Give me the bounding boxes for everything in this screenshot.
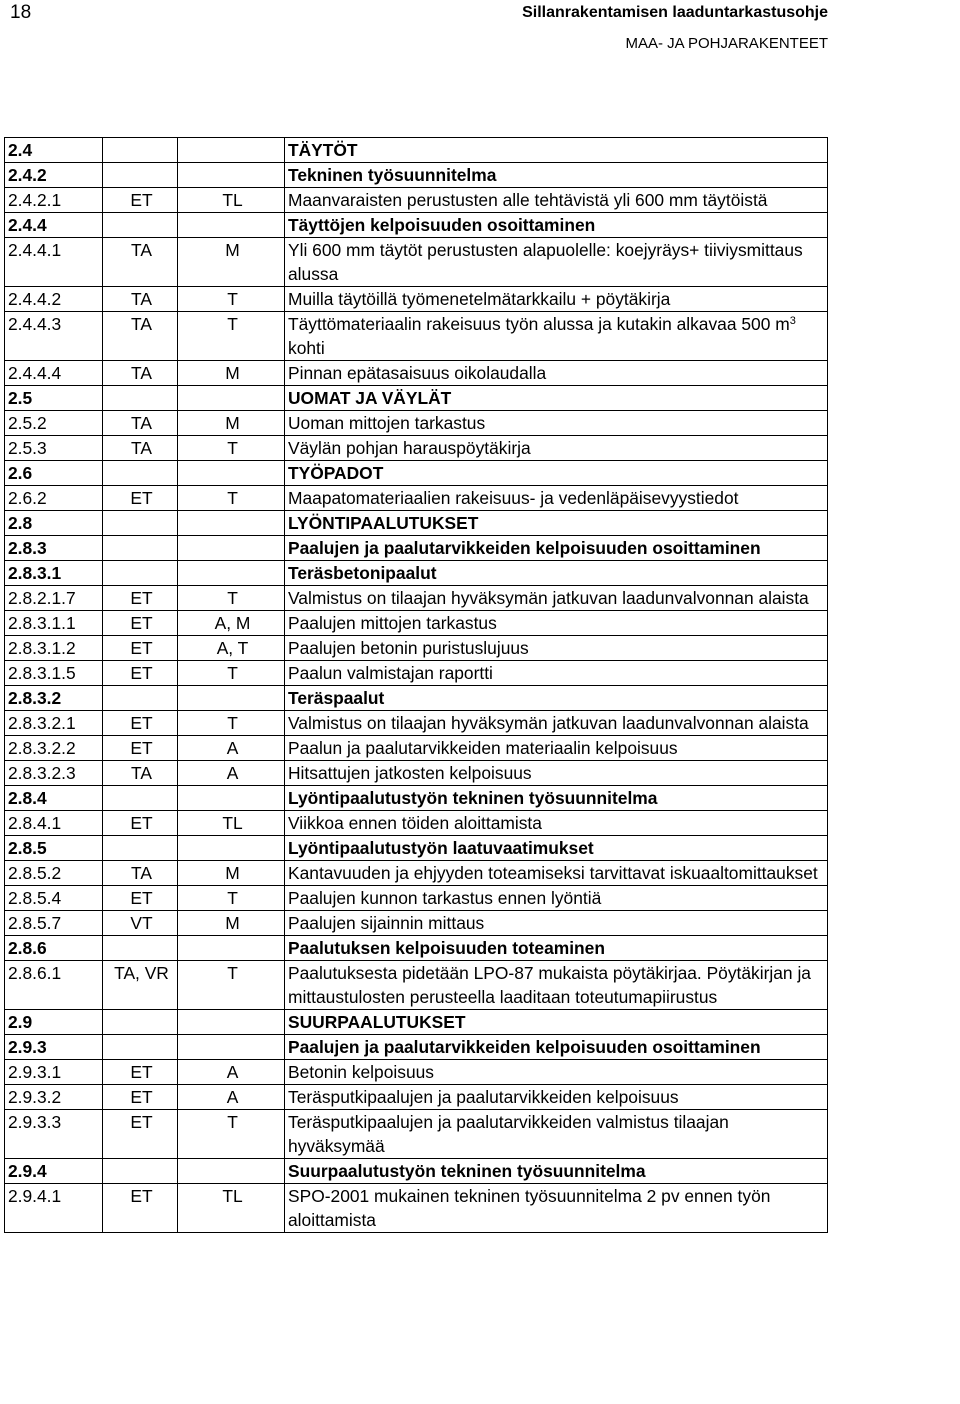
inspection-type	[103, 1159, 178, 1184]
item-code: 2.8.4	[5, 786, 103, 811]
inspection-method	[178, 686, 285, 711]
item-code: 2.8.3.2.2	[5, 736, 103, 761]
item-code: 2.9.3.2	[5, 1085, 103, 1110]
item-code: 2.4.2	[5, 163, 103, 188]
item-description: TYÖPADOT	[285, 461, 828, 486]
description-text: Täyttömateriaalin rakeisuus työn alussa ja kutakin alkavaa 500 m	[288, 314, 790, 334]
inspection-type	[103, 461, 178, 486]
inspection-method: T	[178, 586, 285, 611]
section-heading-row	[5, 1159, 828, 1184]
inspection-method: M	[178, 911, 285, 936]
item-description: Paalun valmistajan raportti	[285, 661, 828, 686]
table-row	[5, 661, 828, 686]
section-subtitle: MAA- JA POHJARAKENTEET	[625, 35, 828, 52]
inspection-method: T	[178, 961, 285, 1010]
inspection-method	[178, 1159, 285, 1184]
item-description: Paalujen mittojen tarkastus	[285, 611, 828, 636]
item-description: Tekninen työsuunnitelma	[285, 163, 828, 188]
inspection-type: ET	[103, 636, 178, 661]
item-description: LYÖNTIPAALUTUKSET	[285, 511, 828, 536]
inspection-method	[178, 163, 285, 188]
table-row	[5, 436, 828, 461]
inspection-type: TA	[103, 238, 178, 287]
item-description: Maanvaraisten perustusten alle tehtävistä yli 600 mm täytöistä	[285, 188, 828, 213]
section-heading-row	[5, 213, 828, 238]
item-code: 2.8.3.2	[5, 686, 103, 711]
section-heading-row	[5, 511, 828, 536]
item-code: 2.9.3.1	[5, 1060, 103, 1085]
table-row	[5, 1110, 828, 1159]
table-row	[5, 611, 828, 636]
item-code: 2.9.3	[5, 1035, 103, 1060]
item-code: 2.8.3.2.3	[5, 761, 103, 786]
item-description: Viikkoa ennen töiden aloittamista	[285, 811, 828, 836]
inspection-type	[103, 536, 178, 561]
section-heading-row	[5, 1010, 828, 1035]
inspection-type	[103, 786, 178, 811]
item-code: 2.8	[5, 511, 103, 536]
item-description: SUURPAALUTUKSET	[285, 1010, 828, 1035]
item-code: 2.5.3	[5, 436, 103, 461]
table-row	[5, 811, 828, 836]
item-code: 2.8.5.7	[5, 911, 103, 936]
inspection-type	[103, 686, 178, 711]
item-description: Betonin kelpoisuus	[285, 1060, 828, 1085]
item-code: 2.8.6	[5, 936, 103, 961]
table-row	[5, 886, 828, 911]
inspection-type: ET	[103, 1184, 178, 1233]
document-title: Sillanrakentamisen laaduntarkastusohje	[522, 4, 828, 21]
item-code: 2.6	[5, 461, 103, 486]
item-description: Väylän pohjan harauspöytäkirja	[285, 436, 828, 461]
inspection-method: TL	[178, 1184, 285, 1233]
inspection-type	[103, 386, 178, 411]
item-code: 2.6.2	[5, 486, 103, 511]
inspection-method: T	[178, 486, 285, 511]
section-heading-row	[5, 936, 828, 961]
inspection-method	[178, 1035, 285, 1060]
inspection-type: ET	[103, 486, 178, 511]
section-heading-row	[5, 561, 828, 586]
item-code: 2.8.5.2	[5, 861, 103, 886]
inspection-method	[178, 936, 285, 961]
item-description: Paalutuksesta pidetään LPO-87 mukaista pöytäkirjaa. Pöytäkirjan ja mittaustulosten perusteella laaditaan toteutumapiirustus	[285, 961, 828, 1010]
table-row	[5, 188, 828, 213]
item-description: Paalun ja paalutarvikkeiden materiaalin kelpoisuus	[285, 736, 828, 761]
inspection-method: TL	[178, 811, 285, 836]
inspection-method: M	[178, 238, 285, 287]
page-number: 18	[10, 2, 32, 23]
item-description: Valmistus on tilaajan hyväksymän jatkuvan laadunvalvonnan alaista	[285, 586, 828, 611]
superscript: 3	[789, 315, 796, 327]
inspection-method: T	[178, 711, 285, 736]
item-code: 2.8.6.1	[5, 961, 103, 1010]
item-code: 2.4.4.2	[5, 287, 103, 312]
item-code: 2.8.5.4	[5, 886, 103, 911]
inspection-method	[178, 561, 285, 586]
inspection-method: A	[178, 1060, 285, 1085]
inspection-method: T	[178, 1110, 285, 1159]
table-row	[5, 1184, 828, 1233]
inspection-method: T	[178, 287, 285, 312]
item-description: Paalujen ja paalutarvikkeiden kelpoisuuden osoittaminen	[285, 1035, 828, 1060]
inspection-type: ET	[103, 586, 178, 611]
inspection-type: ET	[103, 661, 178, 686]
inspection-method	[178, 138, 285, 163]
inspection-method	[178, 1010, 285, 1035]
item-description: Valmistus on tilaajan hyväksymän jatkuvan laadunvalvonnan alaista	[285, 711, 828, 736]
item-description	[285, 312, 828, 361]
item-description: Suurpaalutustyön tekninen työsuunnitelma	[285, 1159, 828, 1184]
item-code: 2.4	[5, 138, 103, 163]
inspection-type	[103, 213, 178, 238]
inspection-type	[103, 561, 178, 586]
table-row	[5, 636, 828, 661]
inspection-type: TA, VR	[103, 961, 178, 1010]
inspection-type: ET	[103, 1060, 178, 1085]
inspection-method: M	[178, 861, 285, 886]
table-row	[5, 761, 828, 786]
item-description: Täyttöjen kelpoisuuden osoittaminen	[285, 213, 828, 238]
section-heading-row	[5, 1035, 828, 1060]
inspection-method: TL	[178, 188, 285, 213]
section-heading-row	[5, 163, 828, 188]
item-description: TÄYTÖT	[285, 138, 828, 163]
inspection-type: ET	[103, 1085, 178, 1110]
inspection-type: TA	[103, 287, 178, 312]
inspection-type: ET	[103, 736, 178, 761]
inspection-type: TA	[103, 361, 178, 386]
inspection-method: T	[178, 886, 285, 911]
item-description: Teräspaalut	[285, 686, 828, 711]
inspection-type	[103, 138, 178, 163]
item-code: 2.5.2	[5, 411, 103, 436]
item-code: 2.9.4.1	[5, 1184, 103, 1233]
inspection-type	[103, 511, 178, 536]
inspection-method: T	[178, 312, 285, 361]
inspection-method: A, T	[178, 636, 285, 661]
item-description: Lyöntipaalutustyön laatuvaatimukset	[285, 836, 828, 861]
item-description: Lyöntipaalutustyön tekninen työsuunnitelma	[285, 786, 828, 811]
inspection-type: ET	[103, 711, 178, 736]
section-heading-row	[5, 461, 828, 486]
inspection-type	[103, 936, 178, 961]
section-heading-row	[5, 138, 828, 163]
item-description: Kantavuuden ja ehjyyden toteamiseksi tarvittavat iskuaaltomittaukset	[285, 861, 828, 886]
inspection-method: A, M	[178, 611, 285, 636]
item-description: Hitsattujen jatkosten kelpoisuus	[285, 761, 828, 786]
section-heading-row	[5, 786, 828, 811]
item-description: Pinnan epätasaisuus oikolaudalla	[285, 361, 828, 386]
table-row	[5, 586, 828, 611]
item-description: Muilla täytöillä työmenetelmätarkkailu + pöytäkirja	[285, 287, 828, 312]
item-description: Teräsbetonipaalut	[285, 561, 828, 586]
item-code: 2.8.2.1.7	[5, 586, 103, 611]
table-row	[5, 238, 828, 287]
item-description: Paalujen ja paalutarvikkeiden kelpoisuuden osoittaminen	[285, 536, 828, 561]
inspection-type: TA	[103, 436, 178, 461]
item-code: 2.8.3.1.1	[5, 611, 103, 636]
table-row	[5, 1060, 828, 1085]
table-row	[5, 486, 828, 511]
inspection-type: TA	[103, 761, 178, 786]
section-heading-row	[5, 536, 828, 561]
item-description: Maapatomateriaalien rakeisuus- ja vedenläpäisevyystiedot	[285, 486, 828, 511]
inspection-type	[103, 1035, 178, 1060]
item-code: 2.4.4	[5, 213, 103, 238]
item-code: 2.4.4.4	[5, 361, 103, 386]
item-code: 2.8.3.2.1	[5, 711, 103, 736]
inspection-method	[178, 536, 285, 561]
item-code: 2.4.2.1	[5, 188, 103, 213]
item-code: 2.4.4.3	[5, 312, 103, 361]
inspection-method	[178, 511, 285, 536]
inspection-type: ET	[103, 1110, 178, 1159]
inspection-type	[103, 836, 178, 861]
inspection-type: ET	[103, 886, 178, 911]
section-heading-row	[5, 386, 828, 411]
table-row	[5, 861, 828, 886]
item-code: 2.8.3.1.2	[5, 636, 103, 661]
description-text-suffix: kohti	[288, 338, 325, 358]
section-heading-row	[5, 836, 828, 861]
item-code: 2.9.3.3	[5, 1110, 103, 1159]
inspection-method: M	[178, 361, 285, 386]
inspection-method: M	[178, 411, 285, 436]
inspection-method	[178, 386, 285, 411]
inspection-table	[4, 137, 828, 1233]
inspection-type	[103, 163, 178, 188]
inspection-type: TA	[103, 312, 178, 361]
table-row	[5, 312, 828, 361]
table-row	[5, 736, 828, 761]
inspection-method	[178, 213, 285, 238]
inspection-type	[103, 1010, 178, 1035]
table-row	[5, 911, 828, 936]
inspection-method	[178, 836, 285, 861]
inspection-method: A	[178, 1085, 285, 1110]
item-code: 2.4.4.1	[5, 238, 103, 287]
item-description: Paalujen betonin puristuslujuus	[285, 636, 828, 661]
inspection-type: ET	[103, 811, 178, 836]
inspection-type: TA	[103, 861, 178, 886]
item-description: Teräsputkipaalujen ja paalutarvikkeiden kelpoisuus	[285, 1085, 828, 1110]
inspection-type: ET	[103, 611, 178, 636]
table-row	[5, 361, 828, 386]
inspection-type: ET	[103, 188, 178, 213]
item-code: 2.8.4.1	[5, 811, 103, 836]
item-description: SPO-2001 mukainen tekninen työsuunnitelma 2 pv ennen työn aloittamista	[285, 1184, 828, 1233]
inspection-type: TA	[103, 411, 178, 436]
item-description: Yli 600 mm täytöt perustusten alapuolelle: koejyräys+ tiiviysmittaus alussa	[285, 238, 828, 287]
item-code: 2.8.3.1.5	[5, 661, 103, 686]
inspection-method: A	[178, 736, 285, 761]
item-code: 2.9	[5, 1010, 103, 1035]
table-row	[5, 411, 828, 436]
section-heading-row	[5, 686, 828, 711]
table-row	[5, 961, 828, 1010]
inspection-method: T	[178, 436, 285, 461]
inspection-method: A	[178, 761, 285, 786]
item-description: Paalujen sijainnin mittaus	[285, 911, 828, 936]
item-code: 2.5	[5, 386, 103, 411]
item-description: Teräsputkipaalujen ja paalutarvikkeiden valmistus tilaajan hyväksymää	[285, 1110, 828, 1159]
item-code: 2.8.5	[5, 836, 103, 861]
item-code: 2.8.3	[5, 536, 103, 561]
table-row	[5, 287, 828, 312]
inspection-type: VT	[103, 911, 178, 936]
item-description: Uoman mittojen tarkastus	[285, 411, 828, 436]
item-description: UOMAT JA VÄYLÄT	[285, 386, 828, 411]
item-code: 2.8.3.1	[5, 561, 103, 586]
item-description: Paalutuksen kelpoisuuden toteaminen	[285, 936, 828, 961]
item-code: 2.9.4	[5, 1159, 103, 1184]
inspection-method	[178, 786, 285, 811]
inspection-method	[178, 461, 285, 486]
table-row	[5, 1085, 828, 1110]
item-description: Paalujen kunnon tarkastus ennen lyöntiä	[285, 886, 828, 911]
table-row	[5, 711, 828, 736]
inspection-method: T	[178, 661, 285, 686]
inspection-table-body	[5, 138, 828, 1233]
